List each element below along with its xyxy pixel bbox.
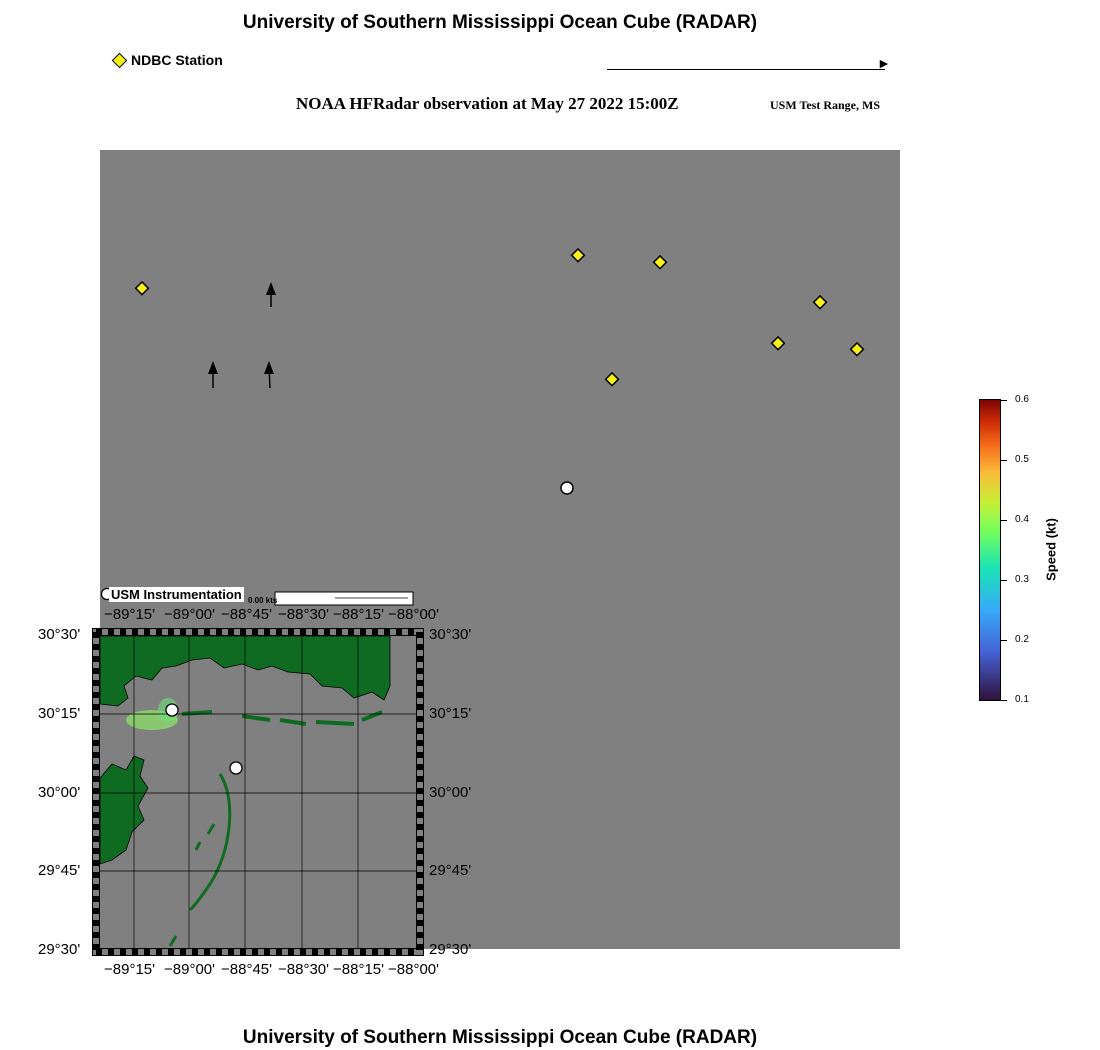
range-label: USM Test Range, MS (770, 98, 881, 112)
inset-lat-tick: 30°00' (429, 784, 472, 801)
inset-lon-tick: −88°30' (278, 961, 329, 978)
colorbar-tick-label: 0.1 (1015, 694, 1029, 705)
vector-scale-arrow-icon: ► (877, 55, 891, 71)
inset-lat-tick: 29°45' (38, 862, 81, 879)
colorbar-tickmark (1001, 460, 1007, 461)
inset-lon-tick: −88°30' (278, 606, 329, 623)
instrumentation-legend-label: USM Instrumentation (111, 587, 242, 602)
inset-lat-tick: 30°15' (38, 705, 81, 722)
inset-lat-tick: 29°30' (429, 941, 472, 958)
inset-lat-tick: 30°30' (429, 626, 472, 643)
inset-lon-tick: −88°15' (333, 606, 384, 623)
usm-instrument-marker (561, 482, 573, 494)
ndbc-legend-label: NDBC Station (131, 52, 223, 68)
colorbar-tick-label: 0.3 (1015, 574, 1029, 585)
inset-lon-tick: −89°00' (164, 606, 215, 623)
inset-map[interactable] (92, 628, 424, 956)
map-title: University of Southern Mississippi Ocean Cube (RADAR) (242, 12, 758, 33)
inset-lat-tick: 29°30' (38, 941, 81, 958)
ndbc-legend (114, 52, 223, 68)
vector-scale-line (607, 69, 885, 70)
ndbc-diamond-icon (112, 52, 128, 68)
inset-lon-tick: −89°00' (164, 961, 215, 978)
inset-lon-tick: −89°15' (104, 961, 155, 978)
inset-scale-text: 0.00 kts (248, 596, 278, 605)
observation-subtitle: NOAA HFRadar observation at May 27 2022 15:00Z (296, 94, 679, 113)
inset-lon-tick: −88°00' (388, 606, 439, 623)
colorbar-tickmark (1001, 700, 1007, 701)
inset-lon-tick: −88°00' (388, 961, 439, 978)
colorbar-label: Speed (kt) (1043, 518, 1059, 581)
inset-scale-box (275, 592, 413, 605)
colorbar-tick-label: 0.6 (1015, 394, 1029, 405)
footer-title: University of Southern Mississippi Ocean Cube (RADAR) (242, 1027, 758, 1048)
inset-lon-tick: −89°15' (104, 606, 155, 623)
inset-lon-tick: −88°15' (333, 961, 384, 978)
inset-lat-tick: 30°00' (38, 784, 81, 801)
colorbar-tickmark (1001, 640, 1007, 641)
usm-instrument-marker (230, 762, 242, 774)
usm-instrument-marker (166, 704, 178, 716)
colorbar-tick-label: 0.5 (1015, 454, 1029, 465)
inset-lon-tick: −88°45' (221, 606, 272, 623)
colorbar-tickmark (1001, 400, 1007, 401)
colorbar-tick-label: 0.2 (1015, 634, 1029, 645)
speed-colorbar (979, 399, 1001, 701)
colorbar-tickmark (1001, 520, 1007, 521)
inset-lat-tick: 30°30' (38, 626, 81, 643)
inset-lat-tick: 30°15' (429, 705, 472, 722)
inset-lat-tick: 29°45' (429, 862, 472, 879)
inset-lon-tick: −88°45' (221, 961, 272, 978)
colorbar-tick-label: 0.4 (1015, 514, 1029, 525)
colorbar-tickmark (1001, 580, 1007, 581)
